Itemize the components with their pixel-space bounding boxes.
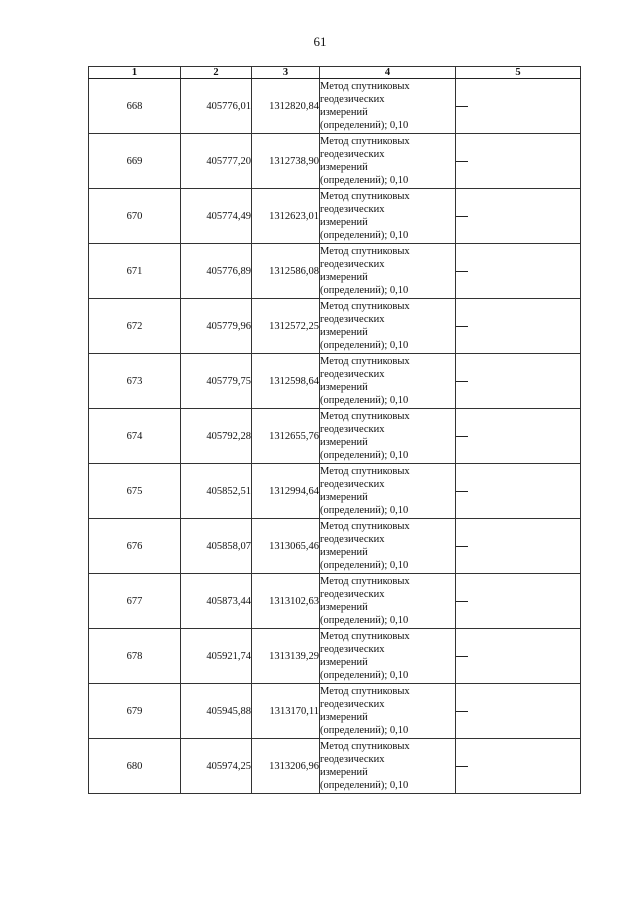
- x-coordinate-cell: 405974,25: [181, 739, 252, 794]
- method-line: (определений); 0,10: [320, 560, 409, 572]
- method-line: (определений); 0,10: [320, 450, 409, 462]
- y-coordinate-cell: 1312598,64: [252, 354, 320, 409]
- table-row: [89, 464, 581, 519]
- method-line: (определений); 0,10: [320, 175, 409, 187]
- y-coordinate-cell: 1312623,01: [252, 189, 320, 244]
- point-number-cell: 674: [89, 409, 181, 464]
- header-col-4: 4: [320, 67, 456, 79]
- method-line: измерений: [320, 327, 368, 338]
- method-line: геодезических: [320, 258, 385, 270]
- method-cell: [320, 189, 456, 244]
- method-line: (определений); 0,10: [320, 780, 409, 792]
- method-line: (определений); 0,10: [320, 340, 409, 352]
- description-cell: [456, 464, 581, 519]
- description-cell: [456, 409, 581, 464]
- method-line: Метод спутниковых: [320, 575, 410, 587]
- em-dash-icon: [456, 381, 468, 382]
- point-number-cell: 679: [89, 684, 181, 739]
- method-line: измерений: [320, 492, 368, 503]
- em-dash-icon: [456, 326, 468, 327]
- method-line: геодезических: [320, 313, 385, 325]
- description-cell: [456, 629, 581, 684]
- method-line: геодезических: [320, 93, 385, 105]
- coordinates-table: [88, 66, 581, 794]
- method-line: измерений: [320, 107, 368, 118]
- method-line: Метод спутниковых: [320, 300, 410, 312]
- point-number-cell: 676: [89, 519, 181, 574]
- method-line: геодезических: [320, 588, 385, 600]
- point-number-cell: 671: [89, 244, 181, 299]
- method-line: Метод спутниковых: [320, 245, 410, 257]
- description-cell: [456, 354, 581, 409]
- method-line: (определений); 0,10: [320, 615, 409, 627]
- method-line: (определений); 0,10: [320, 505, 409, 517]
- x-coordinate-cell: 405776,89: [181, 244, 252, 299]
- description-cell: [456, 519, 581, 574]
- method-line: (определений); 0,10: [320, 725, 409, 737]
- method-line: (определений); 0,10: [320, 230, 409, 242]
- point-number-cell: 673: [89, 354, 181, 409]
- header-col-1: 1: [89, 67, 181, 79]
- method-line: измерений: [320, 437, 368, 448]
- method-line: измерений: [320, 547, 368, 558]
- y-coordinate-cell: 1313139,29: [252, 629, 320, 684]
- method-cell: [320, 519, 456, 574]
- x-coordinate-cell: 405792,28: [181, 409, 252, 464]
- method-line: геодезических: [320, 533, 385, 545]
- description-cell: [456, 244, 581, 299]
- header-row: [89, 67, 581, 79]
- y-coordinate-cell: 1312655,76: [252, 409, 320, 464]
- method-line: измерений: [320, 162, 368, 173]
- table-row: [89, 134, 581, 189]
- y-coordinate-cell: 1313206,96: [252, 739, 320, 794]
- method-line: измерений: [320, 217, 368, 228]
- em-dash-icon: [456, 546, 468, 547]
- method-cell: [320, 684, 456, 739]
- method-line: Метод спутниковых: [320, 740, 410, 752]
- description-cell: [456, 684, 581, 739]
- method-line: измерений: [320, 382, 368, 393]
- table-row: [89, 79, 581, 134]
- em-dash-icon: [456, 711, 468, 712]
- x-coordinate-cell: 405858,07: [181, 519, 252, 574]
- method-cell: [320, 739, 456, 794]
- x-coordinate-cell: 405852,51: [181, 464, 252, 519]
- point-number-cell: 678: [89, 629, 181, 684]
- header-col-2: 2: [181, 67, 252, 79]
- table-row: [89, 739, 581, 794]
- table-row: [89, 244, 581, 299]
- method-line: измерений: [320, 272, 368, 283]
- method-line: геодезических: [320, 643, 385, 655]
- method-line: (определений); 0,10: [320, 120, 409, 132]
- table-row: [89, 409, 581, 464]
- method-line: Метод спутниковых: [320, 685, 410, 697]
- description-cell: [456, 574, 581, 629]
- method-line: измерений: [320, 767, 368, 778]
- method-cell: [320, 79, 456, 134]
- y-coordinate-cell: 1312994,64: [252, 464, 320, 519]
- header-col-3: 3: [252, 67, 320, 79]
- method-cell: [320, 244, 456, 299]
- y-coordinate-cell: 1312820,84: [252, 79, 320, 134]
- point-number-cell: 672: [89, 299, 181, 354]
- method-cell: [320, 464, 456, 519]
- table-body: [89, 79, 581, 794]
- em-dash-icon: [456, 216, 468, 217]
- point-number-cell: 675: [89, 464, 181, 519]
- point-number-cell: 668: [89, 79, 181, 134]
- table-row: [89, 684, 581, 739]
- description-cell: [456, 739, 581, 794]
- x-coordinate-cell: 405779,75: [181, 354, 252, 409]
- y-coordinate-cell: 1312586,08: [252, 244, 320, 299]
- method-cell: [320, 409, 456, 464]
- x-coordinate-cell: 405774,49: [181, 189, 252, 244]
- method-cell: [320, 299, 456, 354]
- method-line: Метод спутниковых: [320, 190, 410, 202]
- method-line: Метод спутниковых: [320, 355, 410, 367]
- method-line: Метод спутниковых: [320, 410, 410, 422]
- em-dash-icon: [456, 656, 468, 657]
- table-row: [89, 629, 581, 684]
- method-line: (определений); 0,10: [320, 670, 409, 682]
- y-coordinate-cell: 1312572,25: [252, 299, 320, 354]
- em-dash-icon: [456, 161, 468, 162]
- x-coordinate-cell: 405779,96: [181, 299, 252, 354]
- em-dash-icon: [456, 436, 468, 437]
- method-line: измерений: [320, 602, 368, 613]
- method-cell: [320, 134, 456, 189]
- method-line: Метод спутниковых: [320, 630, 410, 642]
- method-line: (определений); 0,10: [320, 285, 409, 297]
- method-line: геодезических: [320, 203, 385, 215]
- header-col-5: 5: [456, 67, 581, 79]
- x-coordinate-cell: 405873,44: [181, 574, 252, 629]
- method-cell: [320, 354, 456, 409]
- method-line: Метод спутниковых: [320, 465, 410, 477]
- method-line: геодезических: [320, 753, 385, 765]
- method-line: измерений: [320, 712, 368, 723]
- table-row: [89, 574, 581, 629]
- method-cell: [320, 629, 456, 684]
- description-cell: [456, 299, 581, 354]
- y-coordinate-cell: 1312738,90: [252, 134, 320, 189]
- x-coordinate-cell: 405777,20: [181, 134, 252, 189]
- description-cell: [456, 79, 581, 134]
- method-line: геодезических: [320, 368, 385, 380]
- method-line: геодезических: [320, 148, 385, 160]
- em-dash-icon: [456, 271, 468, 272]
- method-line: геодезических: [320, 423, 385, 435]
- method-cell: [320, 574, 456, 629]
- page-number: 61: [313, 34, 327, 49]
- method-line: геодезических: [320, 698, 385, 710]
- x-coordinate-cell: 405945,88: [181, 684, 252, 739]
- method-line: Метод спутниковых: [320, 135, 410, 147]
- point-number-cell: 669: [89, 134, 181, 189]
- x-coordinate-cell: 405921,74: [181, 629, 252, 684]
- em-dash-icon: [456, 106, 468, 107]
- table-row: [89, 299, 581, 354]
- method-line: Метод спутниковых: [320, 520, 410, 532]
- y-coordinate-cell: 1313102,63: [252, 574, 320, 629]
- point-number-cell: 680: [89, 739, 181, 794]
- table-row: [89, 354, 581, 409]
- y-coordinate-cell: 1313170,11: [252, 684, 320, 739]
- method-line: измерений: [320, 657, 368, 668]
- em-dash-icon: [456, 491, 468, 492]
- y-coordinate-cell: 1313065,46: [252, 519, 320, 574]
- description-cell: [456, 134, 581, 189]
- x-coordinate-cell: 405776,01: [181, 79, 252, 134]
- point-number-cell: 670: [89, 189, 181, 244]
- em-dash-icon: [456, 766, 468, 767]
- method-line: Метод спутниковых: [320, 80, 410, 92]
- point-number-cell: 677: [89, 574, 181, 629]
- em-dash-icon: [456, 601, 468, 602]
- description-cell: [456, 189, 581, 244]
- table-row: [89, 519, 581, 574]
- method-line: геодезических: [320, 478, 385, 490]
- table-row: [89, 189, 581, 244]
- method-line: (определений); 0,10: [320, 395, 409, 407]
